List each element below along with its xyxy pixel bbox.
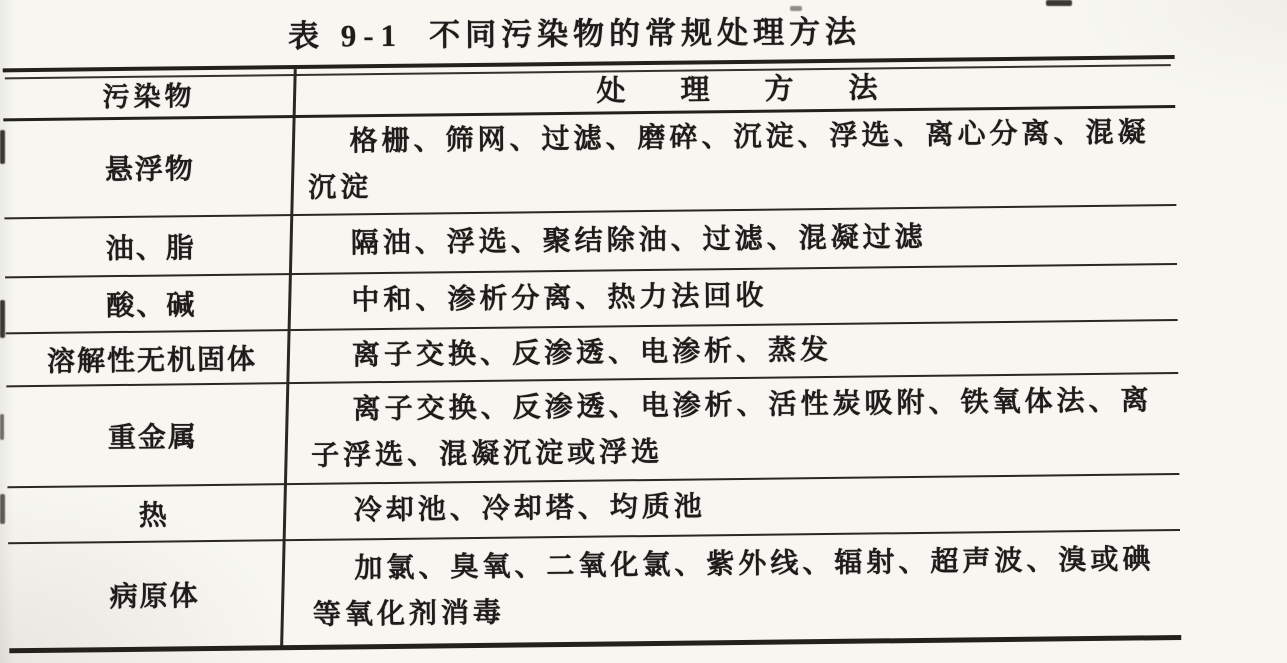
method-cell bbox=[298, 374, 1179, 483]
pollutant-cell bbox=[8, 541, 301, 648]
method-cell bbox=[299, 475, 1180, 539]
scan-artifact bbox=[1046, 0, 1072, 6]
pollutant-header-cell bbox=[3, 69, 296, 118]
pollutant-label: 热 bbox=[138, 500, 169, 532]
scan-artifact bbox=[0, 414, 4, 440]
pollutant-cell bbox=[7, 485, 300, 542]
pollutant-cell bbox=[4, 216, 297, 276]
method-text: 离子交换、反渗透、电渗析、活性炭吸附、铁氧体法、离子浮选、混凝沉淀或浮选 bbox=[310, 384, 1153, 472]
method-header-label: 处理方法 bbox=[596, 71, 933, 108]
pollutant-label: 病原体 bbox=[109, 581, 200, 614]
pollutant-cell bbox=[3, 118, 296, 217]
method-cell bbox=[296, 206, 1177, 273]
method-text: 隔油、浮选、聚结除油、过滤、混凝过滤 bbox=[350, 221, 927, 259]
pollutant-cell bbox=[6, 384, 299, 486]
pollutant-header-label: 污染物 bbox=[102, 80, 196, 112]
scan-artifact bbox=[0, 494, 5, 524]
method-text: 离子交换、反渗透、电渗析、蒸发 bbox=[351, 334, 833, 371]
table-number-label: 表 9-1 bbox=[287, 17, 404, 54]
pollutant-cell bbox=[6, 331, 299, 385]
table-title-text: 不同污染物的常规处理方法 bbox=[428, 14, 862, 53]
pollutant-label: 酸、碱 bbox=[106, 290, 197, 323]
pollutant-cell bbox=[5, 275, 298, 332]
method-cell bbox=[295, 108, 1176, 214]
method-text: 格栅、筛网、过滤、磨碎、沉淀、浮选、离心分离、混凝沉淀 bbox=[307, 117, 1150, 204]
pollutant-label: 油、脂 bbox=[105, 232, 196, 265]
table-row bbox=[6, 374, 1179, 488]
pollutant-label: 悬浮物 bbox=[104, 154, 196, 187]
method-text: 冷却池、冷却塔、均质池 bbox=[353, 491, 706, 527]
method-cell bbox=[298, 321, 1179, 382]
table-title bbox=[288, 5, 988, 55]
pollutant-label: 重金属 bbox=[107, 421, 199, 454]
method-cell bbox=[300, 531, 1181, 645]
method-text: 加氯、臭氧、二氧化氯、紫外线、辐射、超声波、溴或碘等氧化剂消毒 bbox=[312, 544, 1155, 631]
method-text: 中和、渗析分离、热力法回收 bbox=[351, 280, 768, 317]
scan-artifact bbox=[790, 6, 802, 11]
table-row bbox=[3, 108, 1176, 219]
scan-artifact bbox=[0, 300, 5, 338]
table-row bbox=[8, 531, 1181, 653]
pollutant-label: 溶解性无机固体 bbox=[46, 343, 258, 378]
pollutant-treatment-table bbox=[3, 55, 1182, 653]
method-cell bbox=[297, 265, 1178, 329]
scan-artifact bbox=[0, 130, 5, 164]
method-header-cell bbox=[295, 59, 1175, 115]
